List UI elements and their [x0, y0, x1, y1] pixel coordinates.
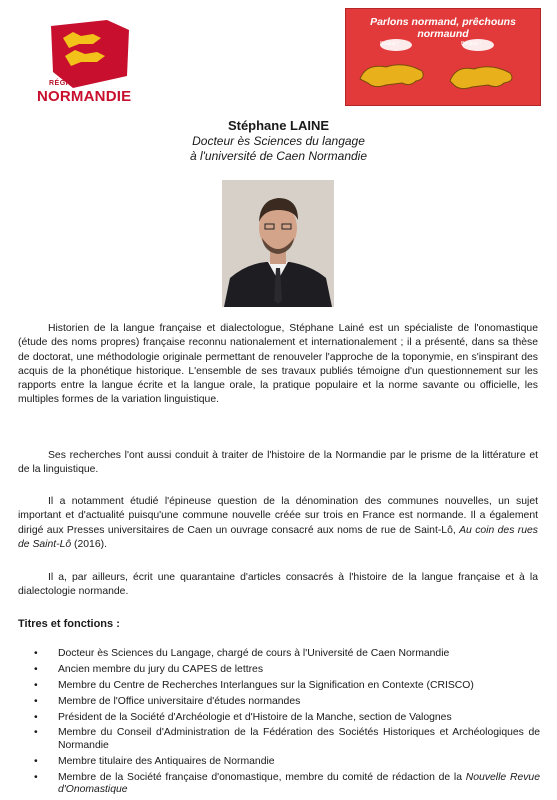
- bullet-icon: •: [34, 771, 38, 783]
- list-item: • Membre du Centre de Recherches Interlangues sur la Signification en Contexte (CRISCO): [34, 679, 474, 691]
- list-item: • Membre de l'Office universitaire d'études normandes: [34, 695, 301, 707]
- subtitle-degree: Docteur ès Sciences du langage: [192, 134, 365, 148]
- book-title: Au coin des rues de Saint-Lô: [18, 524, 538, 550]
- list-item: • Docteur ès Sciences du Langage, chargé de cours à l'Université de Caen Normandie: [34, 648, 450, 659]
- subtitle-university: à l'université de Caen Normandie: [189, 149, 368, 163]
- list-item: • Président de la Société d'Archéologie et d'Histoire de la Manche, section de Valognes: [34, 711, 452, 723]
- bullet-icon: •: [34, 727, 38, 739]
- banner-title: Parlons normand, prêchouns normaund: [370, 16, 516, 40]
- bullet-icon: •: [34, 695, 38, 707]
- journal-title: Nouvelle Revue d'Onomastique: [58, 771, 540, 796]
- bullet-icon: •: [34, 755, 38, 767]
- list-item: • Ancien membre du jury du CAPES de lettres: [34, 663, 264, 675]
- parlons-normand-banner: [345, 8, 541, 106]
- list-item: • Membre du Conseil d'Administration de la Fédération des Sociétés Historiques et Archéologiques de Normandie: [34, 727, 540, 752]
- portrait-photo: [222, 180, 334, 307]
- speech-bubble-right: Benjour !: [461, 41, 482, 47]
- bio-paragraph: Ses recherches l'ont aussi conduit à traiter de l'histoire de la Normandie par le prisme de la littérature et de la linguistique.: [18, 450, 538, 476]
- titles-list: [34, 648, 540, 800]
- bullet-icon: •: [34, 648, 38, 659]
- bio-paragraph: Il a, par ailleurs, écrit une quarantaine d'articles consacrés à l'histoire de la langue française et à la dialectologie normande.: [18, 572, 538, 598]
- titles-heading: Titres et fonctions :: [18, 618, 120, 630]
- bullet-icon: •: [34, 679, 38, 691]
- portrait-illustration: [222, 180, 334, 307]
- list-item: • Membre titulaire des Antiquaires de Normandie: [34, 755, 275, 767]
- bio-paragraph: Historien de la langue française et dialectologue, Stéphane Lainé est un spécialiste de l'onomastique (étude des noms propres) française reconnu nationalement et internationalement ; il a présenté, dans sa thèse de doctorat, une méthodologie originale permettant de renouveler l'approche de la toponymie, en s'inspirant des acquis de la phonétique historique. L'ensemble de ses travaux publiés témoigne d'un questionnement sur les rapports entre la langue écrite et la langue orale, la pratique populaire et la norme savante ou officielle, les multiples formes de la variation linguistique.: [18, 323, 538, 406]
- bullet-icon: •: [34, 711, 38, 723]
- speech-bubble-left: Boujou !: [380, 41, 399, 47]
- region-name: NORMANDIE: [37, 88, 132, 105]
- bullet-icon: •: [34, 663, 38, 675]
- person-name: Stéphane LAINE: [227, 118, 330, 133]
- bio-paragraph: Il a notamment étudié l'épineuse question de la dénomination des communes nouvelles, un sujet important et d'actualité puisqu'une commune nouvelle créée sur trois en France est normande. Il a également dirigé aux Presses universitaires de Caen un ouvrage consacré aux noms de rue de Saint-Lô, Au coin des rues de Saint-Lô (2016).: [18, 496, 538, 550]
- list-item: • Membre de la Société française d'onomastique, membre du comité de rédaction de la Nouvelle Revue d'Onomastique: [34, 771, 540, 796]
- region-label: RÉGION: [49, 80, 80, 87]
